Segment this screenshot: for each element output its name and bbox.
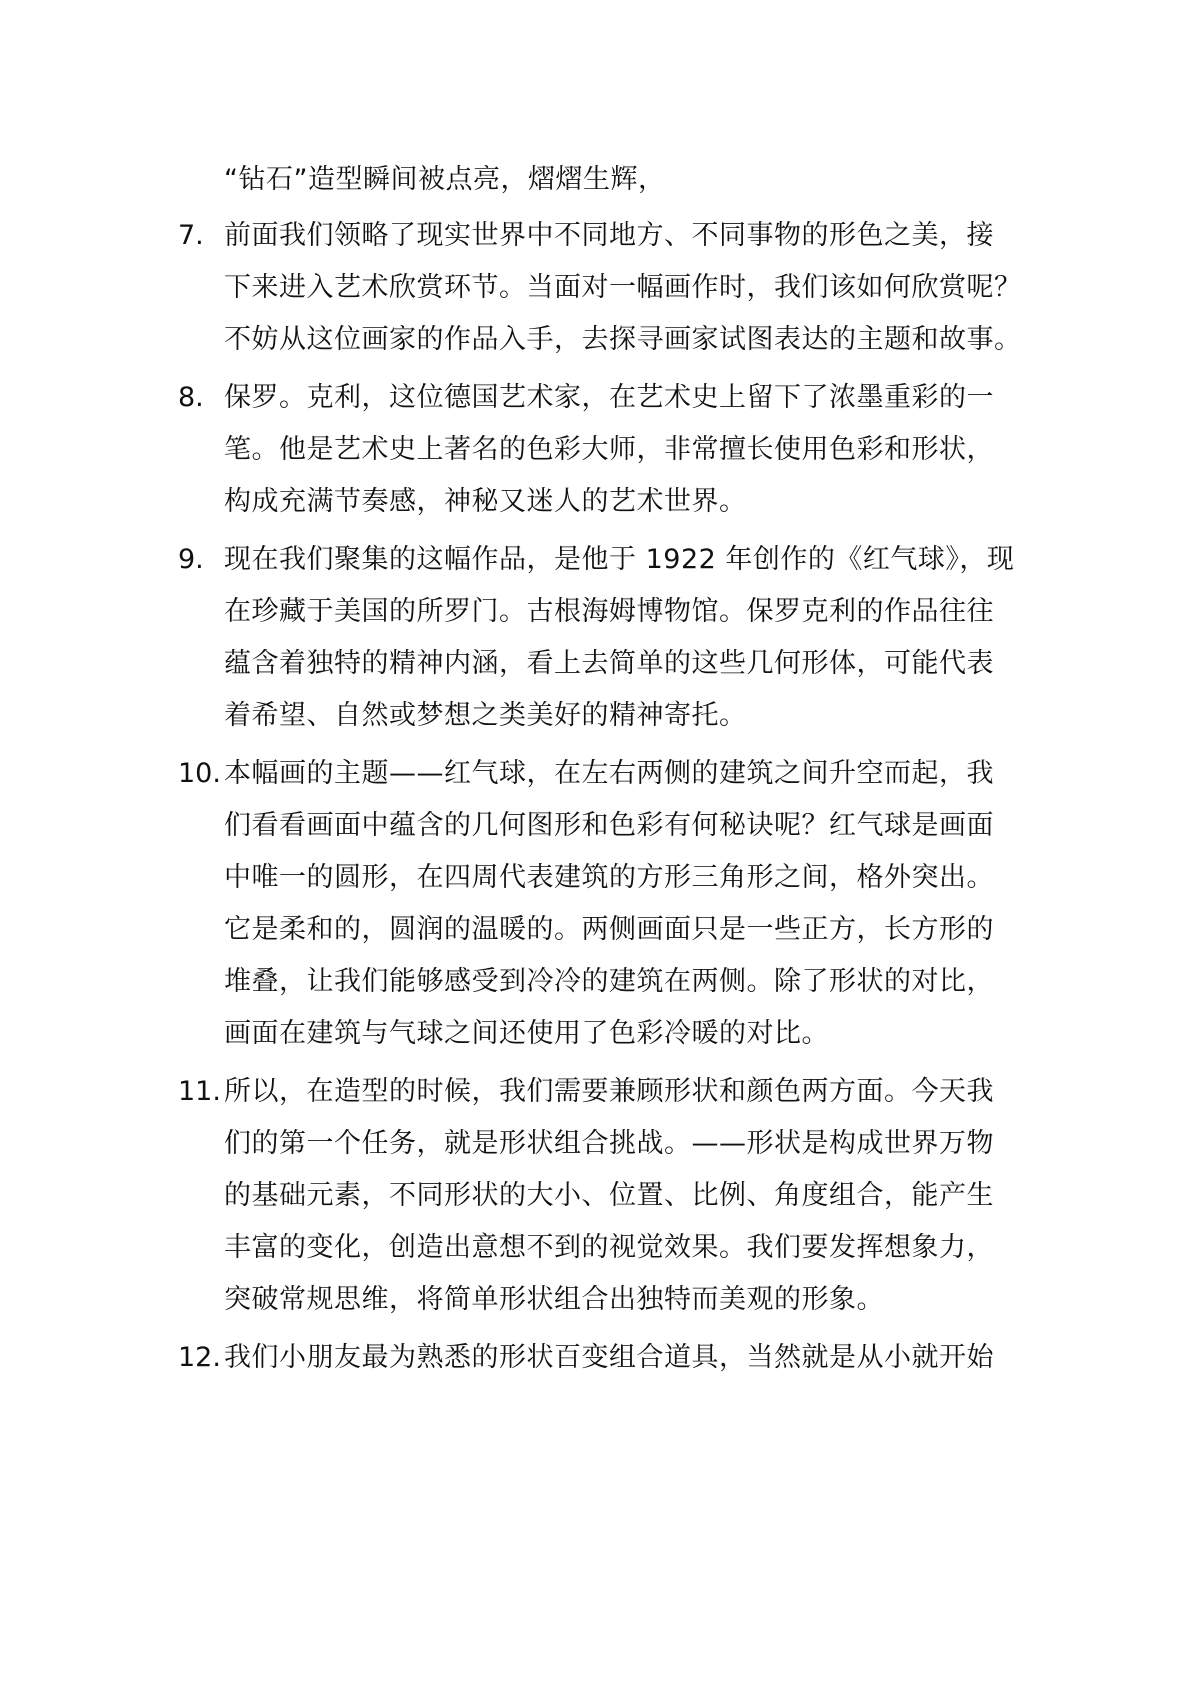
- paragraph-line: 我们小朋友最为熟悉的形状百变组合道具，当然就是从小就开始: [224, 1342, 994, 1373]
- paragraph-line: 保罗。克利，这位德国艺术家，在艺术史上留下了浓墨重彩的一: [224, 382, 994, 413]
- continuation-line: “钻石”造型瞬间被点亮，熠熠生辉，: [224, 164, 666, 195]
- paragraph-line: 画面在建筑与气球之间还使用了色彩冷暖的对比。: [224, 1018, 829, 1049]
- item-number: 12.: [178, 1342, 221, 1373]
- paragraph-line: 不妨从这位画家的作品入手，去探寻画家试图表达的主题和故事。: [224, 324, 1022, 355]
- paragraph-line: 丰富的变化，创造出意想不到的视觉效果。我们要发挥想象力，: [224, 1232, 994, 1263]
- paragraph-line: 所以，在造型的时候，我们需要兼顾形状和颜色两方面。今天我: [224, 1076, 994, 1107]
- paragraph-line: 堆叠，让我们能够感受到冷冷的建筑在两侧。除了形状的对比，: [224, 966, 994, 997]
- item-number: 11.: [178, 1076, 221, 1107]
- paragraph-line: 本幅画的主题——红气球，在左右两侧的建筑之间升空而起，我: [224, 758, 994, 789]
- paragraph-line: 现在我们聚集的这幅作品，是他于 1922 年创作的《红气球》，现: [224, 544, 1015, 575]
- paragraph-line: 前面我们领略了现实世界中不同地方、不同事物的形色之美，接: [224, 220, 994, 251]
- paragraph-line: 突破常规思维，将简单形状组合出独特而美观的形象。: [224, 1284, 884, 1315]
- paragraph-line: 的基础元素，不同形状的大小、位置、比例、角度组合，能产生: [224, 1180, 994, 1211]
- paragraph-line: 它是柔和的，圆润的温暖的。两侧画面只是一些正方，长方形的: [224, 914, 994, 945]
- paragraph-line: 下来进入艺术欣赏环节。当面对一幅画作时，我们该如何欣赏呢？: [224, 272, 1022, 303]
- paragraph-line: 着希望、自然或梦想之类美好的精神寄托。: [224, 700, 747, 731]
- paragraph-line: 构成充满节奏感，神秘又迷人的艺术世界。: [224, 486, 747, 517]
- paragraph-line: 在珍藏于美国的所罗门。古根海姆博物馆。保罗克利的作品往往: [224, 596, 994, 627]
- item-number: 8.: [178, 382, 204, 413]
- item-number: 7.: [178, 220, 204, 251]
- paragraph-line: 蕴含着独特的精神内涵，看上去简单的这些几何形体，可能代表: [224, 648, 994, 679]
- paragraph-line: 笔。他是艺术史上著名的色彩大师，非常擅长使用色彩和形状，: [224, 434, 994, 465]
- paragraph-line: 们的第一个任务，就是形状组合挑战。——形状是构成世界万物: [224, 1128, 994, 1159]
- item-number: 9.: [178, 544, 204, 575]
- item-number: 10.: [178, 758, 221, 789]
- paragraph-line: 们看看画面中蕴含的几何图形和色彩有何秘诀呢？红气球是画面: [224, 810, 994, 841]
- paragraph-line: 中唯一的圆形，在四周代表建筑的方形三角形之间，格外突出。: [224, 862, 994, 893]
